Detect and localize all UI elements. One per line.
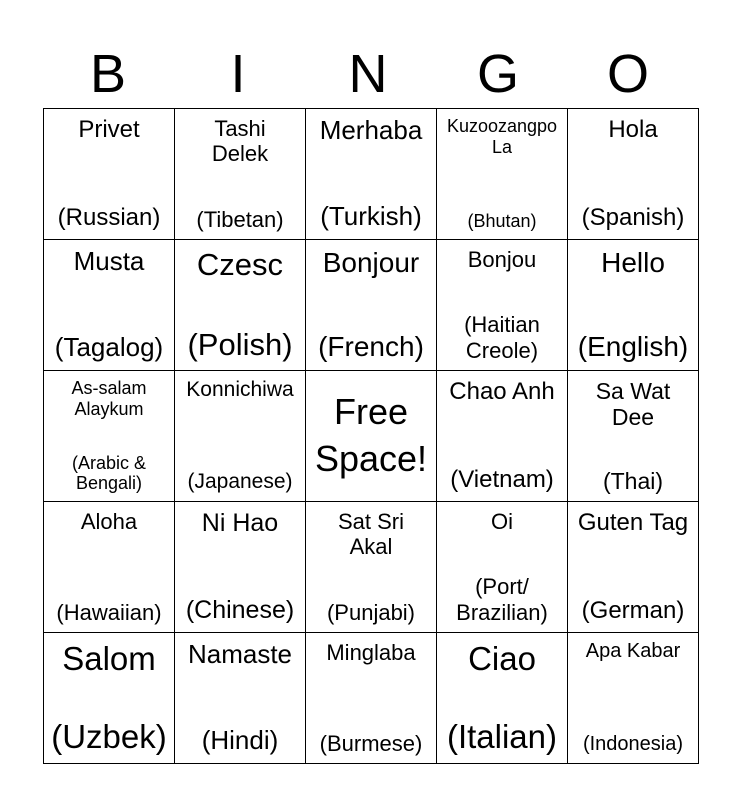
cell-content — [437, 633, 567, 763]
bingo-cell[interactable] — [44, 502, 175, 633]
cell-content — [44, 633, 174, 763]
bingo-row — [44, 109, 699, 240]
free-space-cell[interactable] — [306, 371, 437, 502]
greeting-word: Bonjour — [322, 247, 420, 278]
header-letter-n: N — [348, 44, 388, 104]
cell-content — [175, 502, 305, 632]
language-label: (Tibetan) — [196, 206, 284, 232]
header-letter-o: O — [606, 44, 649, 104]
cell-content — [175, 240, 305, 370]
cell-content — [437, 502, 567, 632]
cell-content — [175, 633, 305, 763]
bingo-row — [44, 240, 699, 371]
cell-content — [568, 109, 698, 239]
cell-content — [306, 633, 436, 763]
language-label: (Vietnam) — [450, 466, 554, 494]
greeting-word: Sa Wat Dee — [595, 378, 671, 431]
bingo-cell[interactable] — [44, 633, 175, 764]
greeting-word: Oi — [491, 509, 513, 534]
cell-content — [44, 240, 174, 370]
language-label: (Spanish) — [581, 204, 685, 232]
greeting-word: Ni Hao — [201, 509, 279, 537]
greeting-word: Apa Kabar — [585, 640, 681, 662]
language-label: (Arabic & Bengali) — [71, 452, 147, 494]
cell-content — [306, 109, 436, 239]
greeting-word: Sat Sri Akal — [337, 509, 405, 560]
header-letter-b: B — [89, 44, 127, 104]
cell-content — [437, 109, 567, 239]
greeting-word: Salom — [62, 640, 156, 677]
language-label: (Bhutan) — [467, 211, 537, 232]
greeting-word: Privet — [78, 116, 140, 143]
bingo-cell[interactable] — [437, 240, 568, 371]
bingo-row — [44, 502, 699, 633]
bingo-cell[interactable] — [437, 502, 568, 633]
bingo-cell[interactable] — [44, 371, 175, 502]
bingo-cell[interactable] — [306, 240, 437, 371]
language-label: (French) — [318, 330, 424, 362]
greeting-word: Hola — [608, 116, 658, 143]
language-label: (Port/ Brazilian) — [456, 574, 548, 625]
greeting-word: Konnichiwa — [186, 378, 294, 401]
language-label: (Tagalog) — [54, 332, 164, 363]
cell-content — [568, 240, 698, 370]
language-label: (Indonesia) — [582, 733, 684, 755]
bingo-cell[interactable] — [44, 109, 175, 240]
cell-content — [568, 371, 698, 501]
bingo-cell[interactable] — [437, 109, 568, 240]
bingo-cell[interactable] — [568, 240, 699, 371]
language-label: (Polish) — [187, 327, 293, 363]
language-label: (Thai) — [602, 467, 664, 494]
language-label: (Haitian Creole) — [464, 312, 540, 363]
cell-content — [568, 502, 698, 632]
free-space-wrap — [306, 371, 436, 501]
greeting-word: Guten Tag — [577, 509, 689, 536]
bingo-cell[interactable] — [568, 502, 699, 633]
bingo-row — [44, 633, 699, 764]
bingo-cell[interactable] — [437, 371, 568, 502]
bingo-cell[interactable] — [306, 109, 437, 240]
greeting-word: Ciao — [468, 640, 536, 677]
language-label: (Burmese) — [319, 730, 423, 756]
greeting-word: As-salam Alaykum — [71, 378, 147, 419]
header-letter-g: G — [476, 44, 519, 104]
language-label: (Japanese) — [187, 469, 293, 493]
language-label: (Hawaiian) — [56, 599, 162, 625]
bingo-row — [44, 371, 699, 502]
greeting-word: Kuzoozangpo La — [446, 116, 558, 157]
bingo-cell[interactable] — [175, 109, 306, 240]
cell-content — [306, 240, 436, 370]
greeting-word: Chao Anh — [449, 378, 555, 405]
language-label: (German) — [581, 597, 685, 625]
cell-content — [175, 109, 305, 239]
cell-content — [306, 502, 436, 632]
bingo-cell[interactable] — [175, 633, 306, 764]
bingo-cell[interactable] — [568, 109, 699, 240]
greeting-word: Hello — [601, 247, 665, 278]
bingo-cell[interactable] — [44, 240, 175, 371]
cell-content — [44, 109, 174, 239]
language-label: (Punjabi) — [326, 599, 416, 625]
bingo-cell[interactable] — [175, 502, 306, 633]
cell-content — [437, 371, 567, 501]
bingo-cell[interactable] — [175, 371, 306, 502]
greeting-word: Aloha — [80, 509, 138, 534]
cell-content — [44, 371, 174, 501]
language-label: (Uzbek) — [51, 718, 167, 756]
language-label: (English) — [577, 330, 689, 362]
cell-content — [437, 240, 567, 370]
language-label: (Italian) — [446, 718, 558, 756]
greeting-word: Tashi Delek — [211, 116, 269, 167]
header-letter-i: I — [230, 44, 246, 104]
free-space-label: Free Space! — [314, 391, 428, 479]
language-label: (Russian) — [57, 204, 161, 232]
bingo-card — [43, 108, 699, 764]
greeting-word: Czesc — [196, 247, 284, 282]
bingo-cell[interactable] — [306, 633, 437, 764]
greeting-word: Bonjou — [467, 247, 537, 272]
language-label: (Turkish) — [320, 201, 422, 232]
bingo-cell[interactable] — [568, 633, 699, 764]
cell-content — [175, 371, 305, 501]
greeting-word: Minglaba — [326, 640, 416, 665]
bingo-cell[interactable] — [175, 240, 306, 371]
bingo-header — [43, 40, 693, 108]
bingo-cell[interactable] — [306, 502, 437, 633]
cell-content — [44, 502, 174, 632]
language-label: (Hindi) — [201, 725, 279, 756]
greeting-word: Namaste — [187, 639, 293, 669]
language-label: (Chinese) — [185, 596, 295, 625]
bingo-cell[interactable] — [568, 371, 699, 502]
greeting-word: Musta — [73, 246, 145, 276]
greeting-word: Merhaba — [319, 115, 423, 145]
bingo-cell[interactable] — [437, 633, 568, 764]
cell-content — [568, 633, 698, 763]
